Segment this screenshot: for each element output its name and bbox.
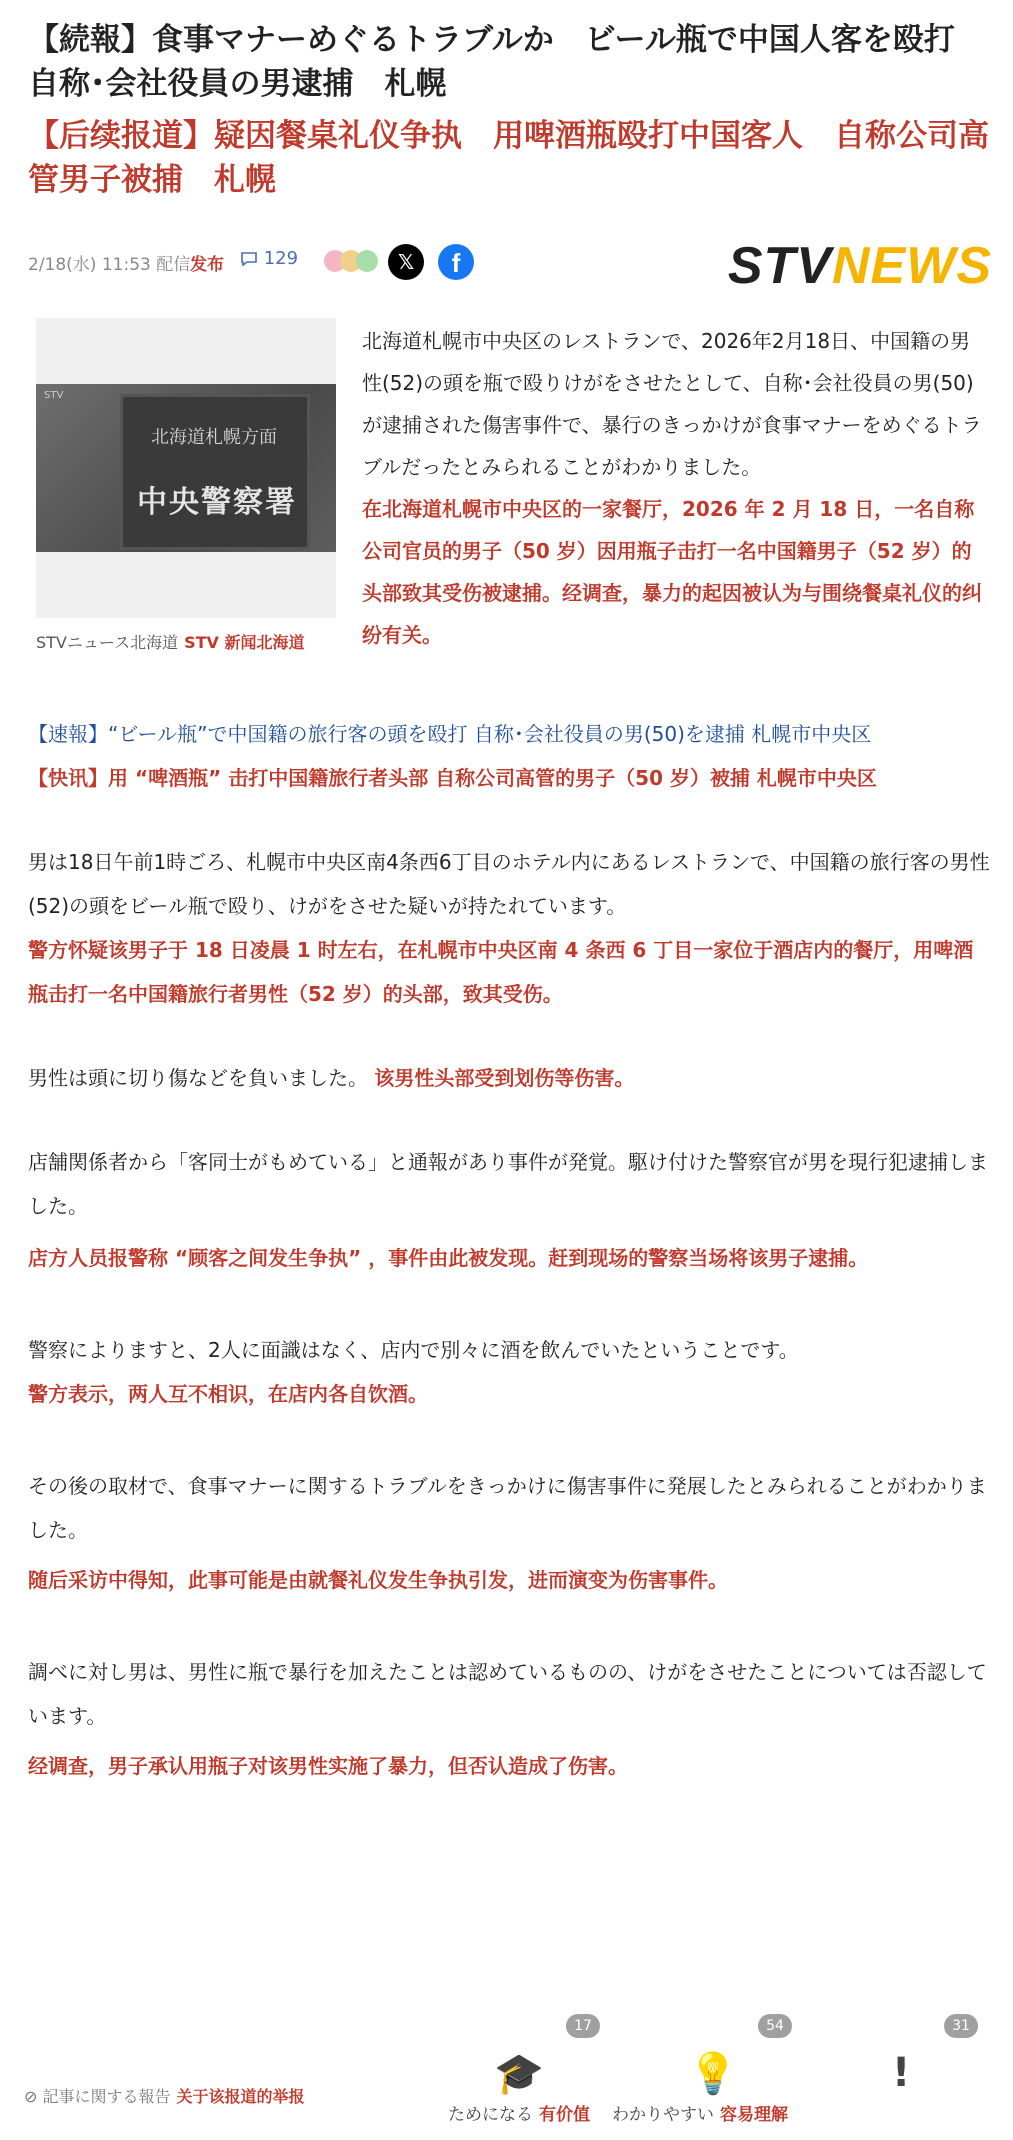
facebook-share-icon[interactable]: f: [438, 244, 474, 280]
sign-text-line1: 北海道札幌方面: [151, 427, 277, 448]
lead-text-zh: 在北海道札幌市中央区的一家餐厅，2026 年 2 月 18 日，一名自称公司官员的男子（50 岁）因用瓶子击打一名中国籍男子（52 岁）的头部致其受伤被逮捕。经调查，暴力的起因被认为与围绕餐桌礼仪的纠纷有关。: [362, 497, 982, 647]
photo-caption-ja: STVニュース北海道: [36, 633, 179, 652]
paragraph-ja: 店舗関係者から「客同士がもめている」と通報があり事件が発覚。駆け付けた警察官が男を現行犯逮捕しました。: [28, 1150, 988, 1218]
comment-icon: [240, 250, 258, 268]
article-title-ja: 【続報】食事マナーめぐるトラブルか ビール瓶で中国人客を殴打 自称･会社役員の男逮捕 札幌: [28, 22, 986, 102]
sign-text-line2: 中央警察署: [137, 485, 297, 520]
related-link-ja[interactable]: 【速報】“ビール瓶”で中国籍の旅行客の頭を殴打 自称･会社役員の男(50)を逮捕 札幌市中央区: [28, 722, 872, 746]
graduation-cap-icon: 🎓: [494, 2051, 544, 2097]
report-link[interactable]: [24, 2084, 305, 2107]
stv-news-logo: STVNEWS: [727, 237, 992, 295]
reaction-count: 31: [944, 2014, 978, 2038]
report-label-ja: 記事に関する報告: [42, 2087, 171, 2106]
photo-caption-zh: STV 新闻北海道: [184, 633, 305, 652]
article-footer: [0, 2000, 1013, 2140]
police-station-sign-image: [36, 384, 336, 552]
paragraph-ja: 警察によりますと、2人に面識はなく、店内で別々に酒を飲んでいたということです。: [28, 1338, 799, 1362]
reaction-label: ためになる 有价值: [448, 2105, 590, 2125]
publish-label-zh: 发布: [190, 255, 224, 275]
publish-date: 2/18(水) 11:53 配信: [28, 255, 191, 275]
comment-button[interactable]: [240, 248, 298, 269]
stv-watermark: STV: [44, 390, 64, 401]
article-photo[interactable]: [36, 318, 336, 618]
lightbulb-icon: 💡: [688, 2051, 738, 2097]
police-sign: [120, 394, 310, 550]
paragraph-zh: 该男性头部受到划伤等伤害。: [374, 1066, 635, 1090]
exclamation-icon: !: [892, 2050, 911, 2096]
paragraph-zh: 店方人员报警称 “顾客之间发生争执” ，事件由此被发现。赶到现场的警察当场将该男子逮捕。: [28, 1246, 869, 1270]
article-header: [28, 18, 990, 202]
reaction-count: 17: [566, 2014, 600, 2038]
report-label-zh: 关于该报道的举报: [176, 2087, 305, 2106]
x-share-icon[interactable]: 𝕏: [388, 244, 424, 280]
comment-count: 129: [263, 248, 299, 269]
photo-caption: [36, 630, 304, 653]
reaction-label: わかりやすい 容易理解: [612, 2105, 788, 2125]
paragraph-zh: 警方怀疑该男子于 18 日凌晨 1 时左右，在札幌市中央区南 4 条西 6 丁目一家位于酒店内的餐厅，用啤酒瓶击打一名中国籍旅行者男性（52 岁）的头部，致其受伤。: [28, 938, 974, 1006]
paragraph-ja: 調べに対し男は、男性に瓶で暴行を加えたことは認めているものの、けがをさせたことについては否認しています。: [28, 1660, 987, 1728]
reaction-emoji-icon: [356, 250, 378, 272]
article-body: [28, 712, 990, 1788]
article-meta: [28, 237, 992, 295]
paragraph-zh: 警方表示，两人互不相识，在店内各自饮酒。: [28, 1382, 428, 1406]
paragraph-ja: 男性は頭に切り傷などを負いました。: [28, 1066, 368, 1090]
lead-text-ja: 北海道札幌市中央区のレストランで、2026年2月18日、中国籍の男性(52)の頭を瓶で殴りけがをさせたとして、自称･会社役員の男(50)が逮捕された傷害事件で、暴行のきっかけが食事マナーをめぐるトラブルだったとみられることがわかりました。: [362, 329, 982, 479]
lead-paragraph: [362, 320, 988, 656]
report-icon: ⊘: [24, 2087, 38, 2106]
paragraph-zh: 经调查，男子承认用瓶子对该男性实施了暴力，但否认造成了伤害。: [28, 1754, 628, 1778]
paragraph-ja: 男は18日午前1時ごろ、札幌市中央区南4条西6丁目のホテル内にあるレストランで、中国籍の旅行客の男性(52)の頭をビール瓶で殴り、けがをさせた疑いが持たれています。: [28, 850, 990, 918]
paragraph-zh: 随后采访中得知，此事可能是由就餐礼仪发生争执引发，进而演变为伤害事件。: [28, 1568, 728, 1592]
article-title-zh: 【后续报道】疑因餐桌礼仪争执 用啤酒瓶殴打中国客人 自称公司高管男子被捕 札幌: [28, 118, 989, 198]
paragraph-ja: その後の取材で、食事マナーに関するトラブルをきっかけに傷害事件に発展したとみられることがわかりました。: [28, 1474, 987, 1542]
reaction-count: 54: [758, 2014, 792, 2038]
paragraph: [28, 1056, 990, 1100]
related-link-zh: 【快讯】用 “啤酒瓶” 击打中国籍旅行者头部 自称公司高管的男子（50 岁）被捕 札幌市中央区: [28, 766, 877, 790]
